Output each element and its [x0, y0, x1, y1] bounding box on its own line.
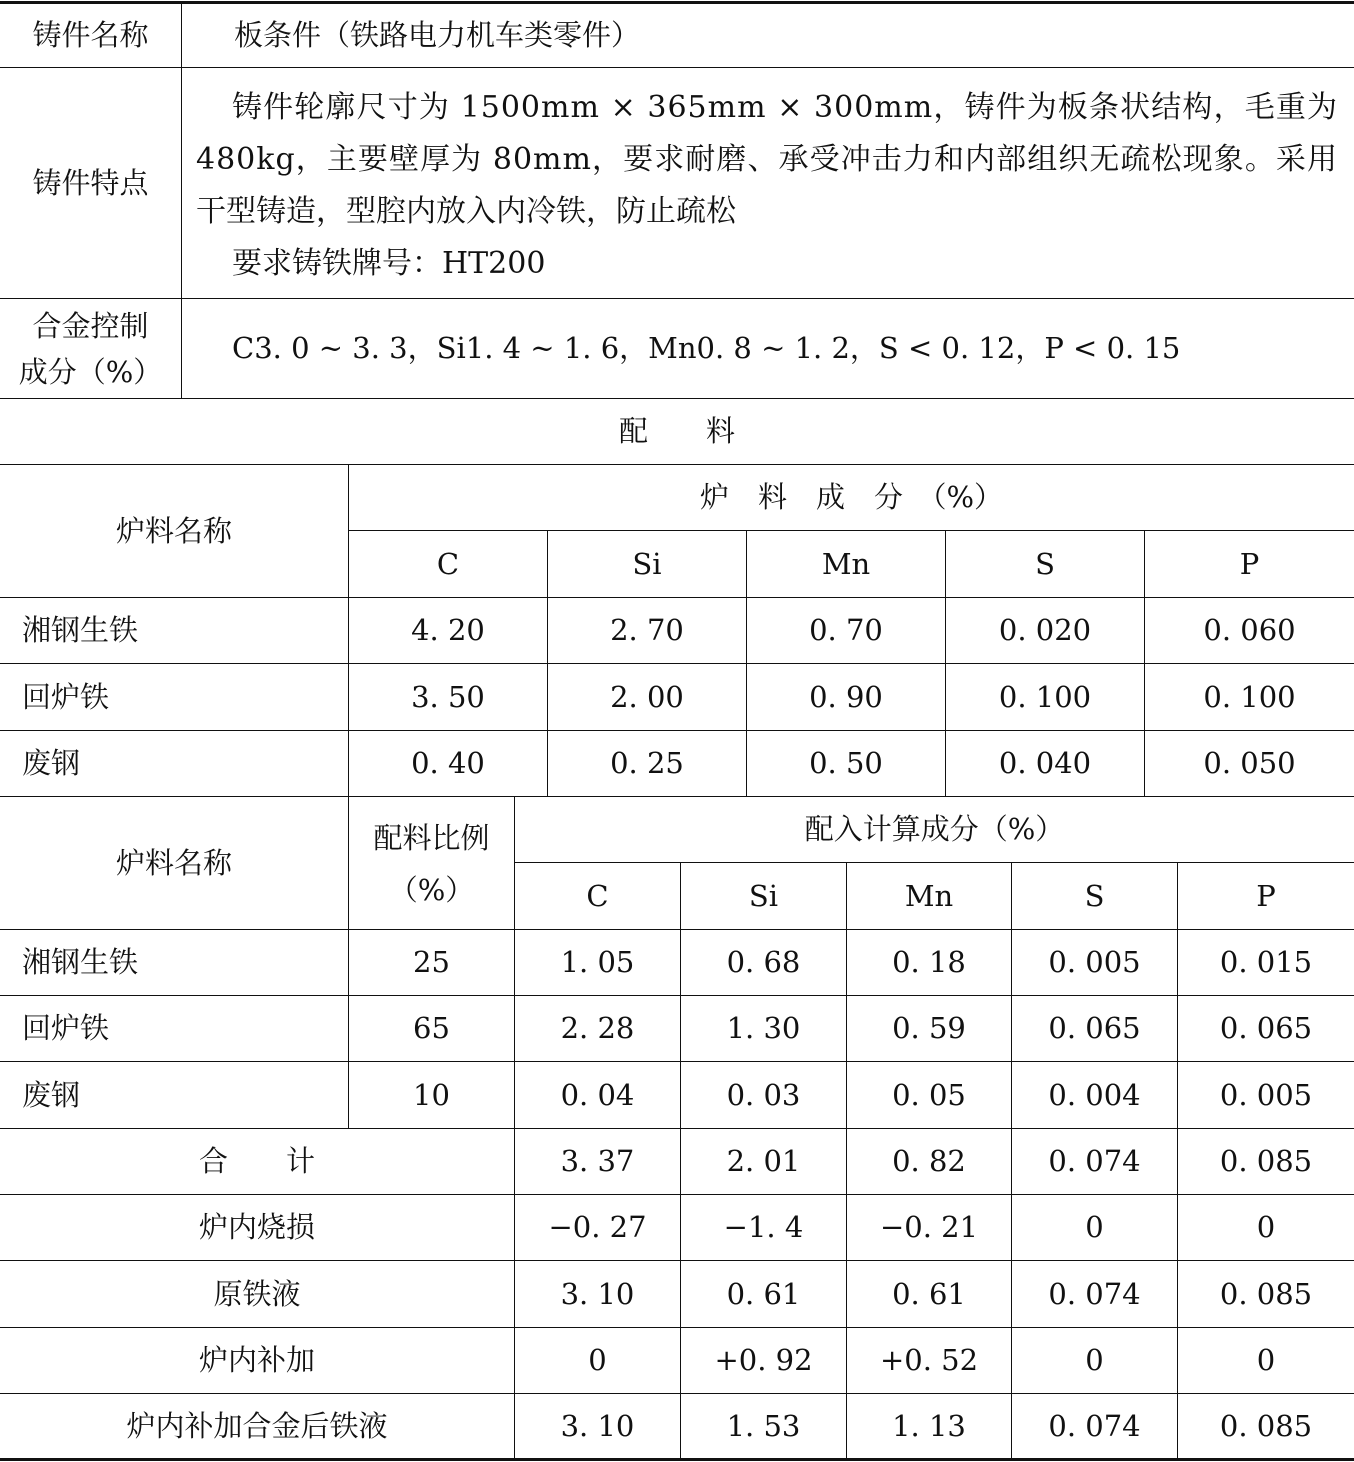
charge-name-header: 炉料名称 [115, 513, 232, 548]
element-header-c: C [436, 546, 460, 581]
casting-features-label: 铸件特点 [32, 165, 149, 200]
calc-ratio: 10 [413, 1077, 450, 1112]
charge-cell: 2. 70 [610, 613, 684, 647]
ratio-header-line-1: 配料比例 [373, 820, 490, 855]
element-header-mn: Mn [821, 546, 871, 581]
calc-cell: 0. 005 [1048, 945, 1141, 979]
charge-cell: 0. 70 [809, 613, 883, 647]
summary-cell: 0. 085 [1219, 1408, 1313, 1443]
calc-cell: 0. 005 [1219, 1077, 1313, 1112]
alloy-label-line-2: 成分（%） [18, 354, 163, 389]
summary-final-melt-label: 炉内补加合金后铁液 [126, 1408, 388, 1443]
calc-composition-header: 配入计算成分（%） [804, 812, 1065, 846]
casting-features-line-3: 干型铸造，型腔内放入内冷铁，防止疏松 [196, 194, 736, 229]
summary-cell: 3. 10 [560, 1408, 635, 1443]
charge-cell: 0. 050 [1203, 746, 1296, 780]
summary-cell: 0. 61 [892, 1276, 966, 1311]
calc-cell: 1. 30 [726, 1011, 801, 1045]
calc-cell: 1. 05 [560, 945, 635, 979]
calc-cell: 0. 04 [560, 1077, 635, 1112]
charge-cell: 0. 060 [1203, 613, 1296, 647]
summary-burn-loss-label: 炉内烧损 [198, 1210, 315, 1244]
element-header-mn: Mn [904, 878, 954, 913]
calc-cell: 0. 015 [1219, 945, 1313, 979]
summary-base-melt-label: 原铁液 [213, 1276, 301, 1311]
summary-cell: −0. 27 [548, 1210, 647, 1244]
calc-name-header: 炉料名称 [115, 845, 232, 880]
casting-name-label: 铸件名称 [32, 17, 149, 52]
summary-cell: 0. 074 [1048, 1144, 1141, 1178]
calc-ratio: 25 [413, 945, 450, 979]
charge-row-name: 回炉铁 [22, 679, 110, 714]
element-header-s: S [1035, 546, 1055, 581]
ratio-header-line-2: （%） [388, 872, 475, 907]
calc-cell: 0. 03 [726, 1077, 801, 1112]
charge-cell: 0. 100 [1203, 679, 1296, 714]
summary-total-label: 合 计 [198, 1144, 315, 1178]
summary-cell: −1. 4 [723, 1210, 804, 1244]
calc-row-name: 湘钢生铁 [22, 945, 139, 979]
summary-cell: +0. 52 [879, 1343, 979, 1377]
summary-cell: 0 [1256, 1343, 1276, 1377]
charge-cell: 0. 020 [998, 613, 1092, 647]
summary-cell: +0. 92 [714, 1343, 813, 1377]
summary-cell: 1. 53 [726, 1408, 801, 1443]
charge-cell: 0. 90 [809, 679, 883, 714]
batching-title: 配 料 [618, 414, 735, 448]
table-bottom-rule [0, 1458, 1354, 1461]
element-header-p: P [1239, 546, 1260, 581]
calc-cell: 0. 68 [726, 945, 801, 979]
summary-cell: 1. 13 [892, 1408, 966, 1443]
summary-cell: 0. 085 [1219, 1144, 1313, 1178]
calc-cell: 0. 004 [1048, 1077, 1141, 1112]
calc-cell: 0. 065 [1219, 1011, 1313, 1045]
charge-row-name: 废钢 [22, 746, 81, 780]
rule [0, 67, 1354, 68]
casting-name-value: 板条件（铁路电力机车类零件） [234, 17, 641, 52]
calc-row-name: 回炉铁 [22, 1011, 110, 1045]
calc-cell: 0. 59 [892, 1011, 966, 1045]
charge-row-name: 湘钢生铁 [22, 613, 139, 647]
summary-cell: 0. 61 [726, 1276, 801, 1311]
element-header-si: Si [748, 878, 779, 913]
calc-row-name: 废钢 [22, 1077, 81, 1112]
charge-cell: 0. 50 [809, 746, 883, 780]
casting-grade-requirement: 要求铸铁牌号：HT200 [232, 246, 546, 281]
charge-cell: 2. 00 [610, 679, 684, 714]
element-header-si: Si [632, 546, 662, 581]
summary-cell: 0. 074 [1048, 1408, 1141, 1443]
summary-cell: 0 [1256, 1210, 1276, 1244]
summary-cell: 2. 01 [726, 1144, 801, 1178]
alloy-value: C3. 0 ~ 3. 3，Si1. 4 ~ 1. 6，Mn0. 8 ~ 1. 2，S < 0. 12，P < 0. 15 [232, 331, 1181, 365]
summary-cell: 0 [1085, 1210, 1104, 1244]
charge-cell: 4. 20 [411, 613, 485, 647]
calc-cell: 2. 28 [560, 1011, 635, 1045]
column-divider [181, 1, 182, 398]
calc-ratio: 65 [413, 1011, 450, 1045]
summary-cell: 0. 074 [1048, 1276, 1141, 1311]
summary-cell: 0. 82 [892, 1144, 966, 1178]
summary-cell: 0 [1085, 1343, 1104, 1377]
charge-cell: 3. 50 [411, 679, 485, 714]
summary-cell: 0. 085 [1219, 1276, 1313, 1311]
summary-cell: 3. 10 [560, 1276, 635, 1311]
charge-cell: 0. 040 [998, 746, 1092, 780]
calc-cell: 0. 05 [892, 1077, 966, 1112]
alloy-label-line-1: 合金控制 [32, 308, 149, 343]
summary-cell: −0. 21 [879, 1210, 979, 1244]
element-header-s: S [1084, 878, 1105, 913]
summary-cell: 3. 37 [560, 1144, 635, 1178]
element-header-c: C [586, 878, 609, 913]
calc-cell: 0. 18 [892, 945, 966, 979]
summary-cell: 0 [588, 1343, 607, 1377]
charge-cell: 0. 25 [610, 746, 684, 780]
casting-features-line-1: 铸件轮廓尺寸为 1500mm × 365mm × 300mm，铸件为板条状结构，毛重为 [232, 90, 1338, 125]
charge-composition-header: 炉 料 成 分 （%） [699, 480, 1004, 514]
charge-cell: 0. 40 [411, 746, 485, 780]
summary-addition-label: 炉内补加 [198, 1343, 315, 1377]
calc-cell: 0. 065 [1048, 1011, 1141, 1045]
casting-features-line-2: 480kg，主要壁厚为 80mm，要求耐磨、承受冲击力和内部组织无疏松现象。采用 [196, 142, 1338, 177]
charge-cell: 0. 100 [998, 679, 1092, 714]
element-header-p: P [1256, 878, 1276, 913]
